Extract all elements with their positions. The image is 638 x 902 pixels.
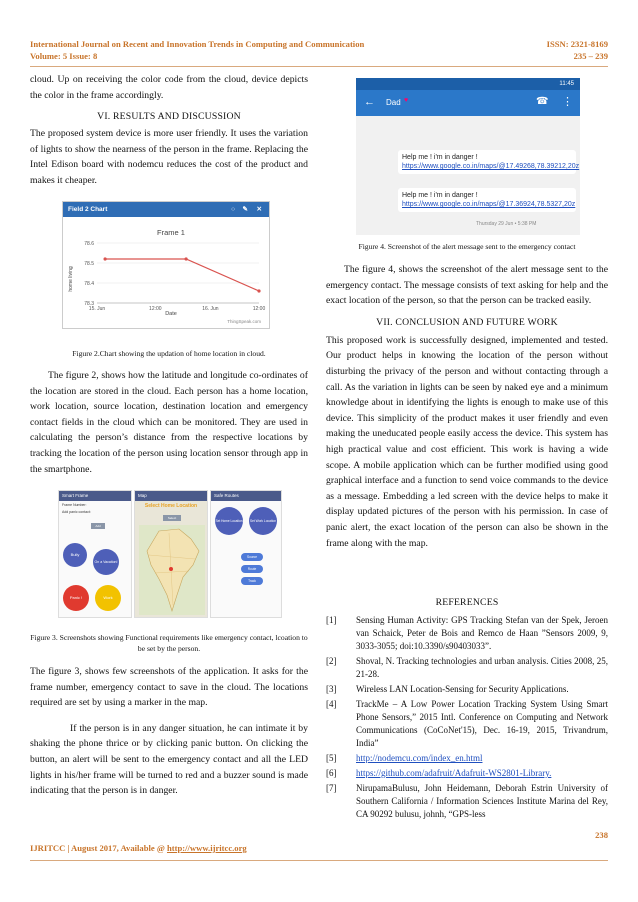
more-icon[interactable]: ⋮ <box>562 96 573 108</box>
reference-item <box>326 752 608 765</box>
figure-2-chart <box>62 201 270 329</box>
reference-text: TrackMe – A Low Power Location Tracking System Using Smart Phone Sensors,” 2015 Intl. Conference on Computing and Network Communications (CoCoNet'15), Dec. 16-19, 2015, Trivandrum, India” <box>356 699 608 748</box>
right-para-2: This proposed work is successfully designed, implemented and tested. Our product helps in knowing the location of the person without disturbing the privacy of the person and without contacting through a call. As the variation in lights can be seen by naked eye and a minimum knowledge about in identifying the lights is enough to make use of this device. This simplicity of the product makes it user friendly and even making the uneducated people easily access the device. This system has high practical value and cost efficient. This work is having a wide scope. A mobile application which can be further modified using good graphical interface and a function to send voice commands to the device as a message. Embedding a led screen with the device helps to make it display updated pictures of the person with his permission. In case of panic alert, the exact location of the person can also be shown in the frame along with the map. <box>326 334 608 549</box>
comment-icon[interactable]: ○ <box>231 206 235 213</box>
message-1-link[interactable]: https://www.google.co.in/maps/@17.49268,78.39212,20z <box>402 163 580 170</box>
add-button[interactable]: Add <box>91 523 105 529</box>
chart-ylabel: home living <box>68 266 74 292</box>
reference-item <box>326 782 608 821</box>
chart-y-tick: 78.4 <box>84 281 94 287</box>
reference-text: Shoval, N. Tracking technologies and urban analysis. Cities 2008, 25, 21-28. <box>356 656 608 679</box>
issn: ISSN: 2321-8169 <box>546 39 608 49</box>
footer-label: IJRITCC | August 2017, Available @ <box>30 843 167 853</box>
right-para-1: The figure 4, shows the screenshot of the alert message sent to the emergency contact. The message consists of text asking for help and the exact location of the person, so that the person can be tracked easily. <box>326 264 608 307</box>
figure-3-screenshots <box>58 490 282 618</box>
chart-y-tick: 78.3 <box>84 301 94 307</box>
conversation-header <box>356 90 580 116</box>
reference-number: [2] <box>326 656 337 666</box>
chart-x-tick: 15. Jun <box>88 306 106 312</box>
heart-icon: ♥ <box>404 97 409 104</box>
bully-button[interactable]: Bully <box>63 543 87 567</box>
section-heading-results: VI. RESULTS AND DISCUSSION <box>97 111 241 123</box>
section-heading-conclusion: VII. CONCLUSION AND FUTURE WORK <box>376 316 558 328</box>
left-para-2: The proposed system device is more user friendly. It uses the variation of lights to show the nearness of the person in the frame. Replacing the Intel Edison board with nodemcu reduces the cost of the product and makes it cheaper. <box>30 128 308 186</box>
source-button[interactable]: Source <box>241 553 263 561</box>
panic-button[interactable]: Panic ! <box>63 585 89 611</box>
reference-text: NirupamaBulusu, John Heidemann, Deborah Estrin University of Southern California / Information Sciences Institute Marina del Rey, CA 90292 bulusu, johnh, “GPS-less <box>356 783 608 819</box>
map-heading: Select Home Location <box>144 503 198 509</box>
reference-item <box>326 698 608 750</box>
reference-number: [1] <box>326 615 337 625</box>
page-range: 235 – 239 <box>573 51 608 61</box>
vacation-button[interactable]: On a Vacation! <box>93 549 119 575</box>
references-heading: REFERENCES <box>435 597 499 608</box>
reference-number: [3] <box>326 684 337 694</box>
message-bubble-1[interactable] <box>398 150 580 174</box>
reference-number: [6] <box>326 768 337 778</box>
work-button[interactable]: Work <box>95 585 121 611</box>
chart-point <box>257 289 260 292</box>
reference-text: Sensing Human Activity: GPS Tracking Stefan van der Spek, Jeroen van Schaick, Peter de Bois and Remco de Haan ”Sensors 2009, 9, 3033-3055; doi:10.3390/s90403033”. <box>356 615 608 651</box>
reference-number: [4] <box>326 699 337 709</box>
reference-number: [5] <box>326 753 337 763</box>
set-home-button[interactable]: Set Home Location <box>215 507 243 535</box>
app-screen-safe-routes <box>210 490 282 618</box>
contact-name[interactable]: Dad <box>386 98 401 107</box>
route-button[interactable]: Route <box>241 565 263 573</box>
smart-frame-title: Smart Frame <box>59 491 131 501</box>
chart-plot <box>63 217 269 327</box>
chart-window-title: Field 2 Chart <box>68 206 108 213</box>
reference-text: Wireless LAN Location-Sensing for Security Applications. <box>356 684 569 694</box>
message-timestamp: Thursday 29 Jun • 5:38 PM <box>476 221 537 227</box>
close-icon[interactable]: ✕ <box>256 206 262 213</box>
chart-x-tick: 16. Jun <box>202 306 219 312</box>
left-para-5: If the person is in any danger situation, he can intimate it by shaking the phone thrice or by clicking panic button. On clicking the button, an alert will be sent to the emergency contact and all the LED lights in his/her frame will be turned to red and a buzzer sound is made indicating that the person is in danger. <box>30 722 308 797</box>
reference-link[interactable]: http://nodemcu.com/index_en.html <box>356 753 483 763</box>
figure-4-caption: Figure 4. Screenshot of the alert message sent to the emergency contact <box>358 242 576 251</box>
chart-point <box>185 257 188 260</box>
figure-2-caption: Figure 2.Chart showing the updation of home location in cloud. <box>72 349 266 358</box>
page-number: 238 <box>595 830 608 840</box>
message-2-link[interactable]: https://www.google.co.in/maps/@17.36924,78.5327,20z <box>402 201 576 208</box>
footer-text <box>30 843 247 853</box>
india-map[interactable] <box>139 525 205 615</box>
chart-y-tick: 78.6 <box>84 241 94 247</box>
reference-number: [7] <box>326 783 337 793</box>
left-para-3: The figure 2, shows how the latitude and longitude co-ordinates of the location are stored in the cloud. Each person has a home location, work location, source location, destination location and emergency contact fields in the cloud which can be monitored. They are used in calculating the person’s distance from the respective locations by tracking the location of the person using location sensor through app in the smartphone. <box>30 370 308 475</box>
app-screen-smart-frame <box>58 490 132 618</box>
chart-series-line <box>105 259 259 291</box>
chart-title-bar <box>63 202 269 217</box>
left-column-mid <box>30 368 308 477</box>
panic-contact-label: Add panic contact: <box>62 510 91 514</box>
frame-number-label: Frame Number: <box>62 503 87 507</box>
reference-item <box>326 767 608 780</box>
app-screen-map <box>134 490 208 618</box>
right-column <box>326 262 608 551</box>
set-work-button[interactable]: Set Work Location <box>249 507 277 535</box>
reference-item <box>326 655 608 681</box>
reference-item <box>326 614 608 653</box>
location-marker-icon <box>169 567 173 571</box>
journal-title: International Journal on Recent and Innovation Trends in Computing and Communication <box>30 39 365 49</box>
status-time: 11:45 <box>559 81 574 87</box>
chart-point <box>104 257 107 260</box>
phone-icon[interactable]: ☎ <box>536 96 549 107</box>
chart-xlabel: Date <box>165 311 177 317</box>
status-bar <box>356 78 580 90</box>
left-para-1: cloud. Up on receiving the color code from the cloud, device depicts the color in the frame accordingly. <box>30 74 308 101</box>
message-1-text: Help me ! i'm in danger ! <box>402 154 478 161</box>
volume-issue: Volume: 5 Issue: 8 <box>30 51 98 61</box>
left-para-4: The figure 3, shows few screenshots of the application. It asks for the frame number, emergency contact to save in the cloud. The locations required are set by using a marker in the map. <box>30 666 308 709</box>
track-button[interactable]: Track <box>241 577 263 585</box>
left-column-bottom <box>30 664 308 799</box>
chart-credit: ThingSpeak.com <box>227 319 261 324</box>
chart-title: Frame 1 <box>157 228 185 237</box>
message-2-text: Help me ! i'm in danger ! <box>402 192 478 199</box>
map-screen-title: Map <box>135 491 207 501</box>
figure-3-caption: Figure 3. Screenshots showing Functional requirements like emergency contact, lcoation to be set by the person. <box>30 633 308 653</box>
figure-4-phone <box>356 78 580 235</box>
reference-item <box>326 683 608 696</box>
message-bubble-2[interactable] <box>398 188 576 212</box>
header-rule <box>30 66 608 67</box>
edit-icon[interactable]: ✎ <box>242 206 248 213</box>
footer-rule <box>30 860 608 861</box>
select-button[interactable]: Select <box>163 515 181 521</box>
left-column <box>30 72 308 189</box>
footer-link[interactable]: http://www.ijritcc.org <box>166 843 247 853</box>
reference-link[interactable]: https://github.com/adafruit/Adafruit-WS2801-Library. <box>356 768 552 778</box>
chart-x-tick: 12:00 <box>149 306 162 312</box>
safe-routes-title: Safe Routes <box>211 491 281 501</box>
references-list <box>326 614 608 823</box>
back-arrow-icon[interactable]: ← <box>364 96 375 108</box>
chart-x-tick: 12:00 <box>252 306 266 312</box>
chart-y-tick: 78.5 <box>84 261 94 267</box>
